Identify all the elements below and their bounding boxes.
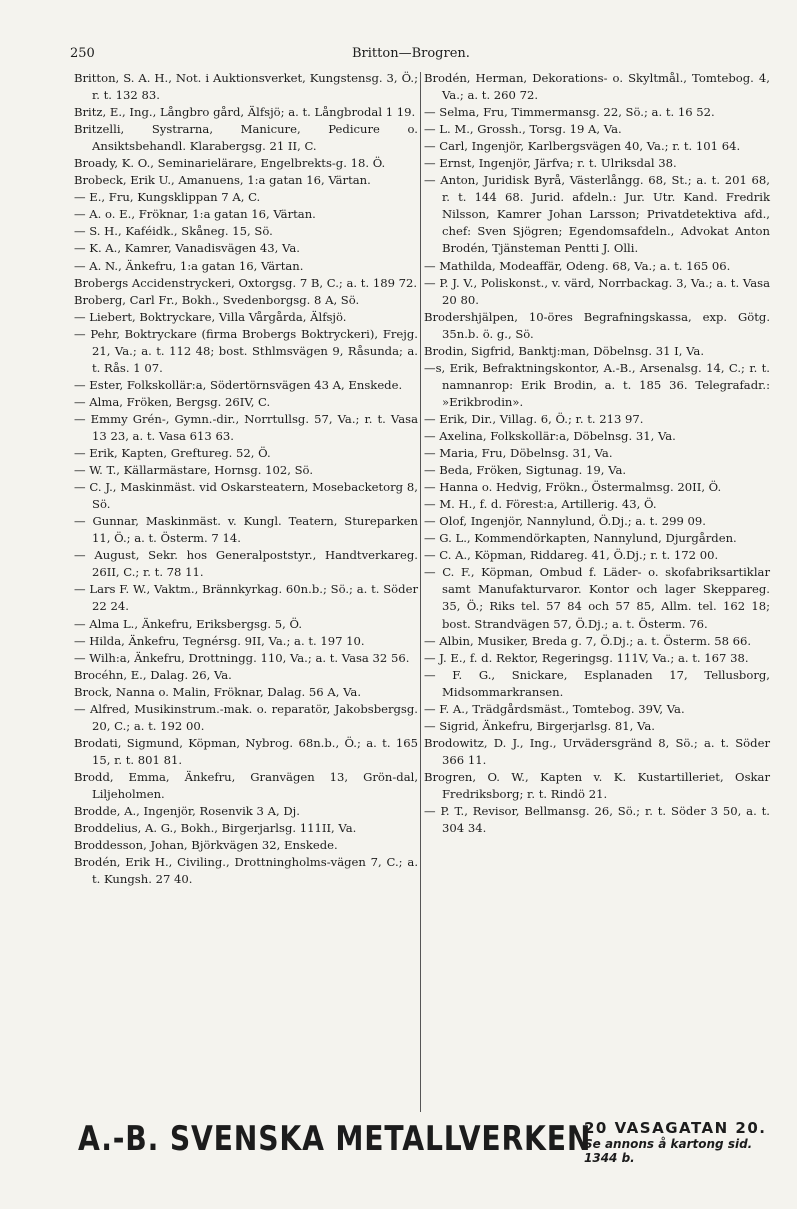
directory-entry: — Pehr, Boktryckare (firma Brobergs Boktryckeri), Frejg. 21, Va.; a. t. 112 48; bost. Sthlmsvägen 9, Råsunda; a. t. Rås. 1 07. xyxy=(74,326,418,375)
directory-entry: — Gunnar, Maskinmäst. v. Kungl. Teatern, Stureparken 11, Ö.; a. t. Österm. 7 14. xyxy=(74,514,418,546)
directory-entry: Britzelli, Systrarna, Manicure, Pedicure o. Ansiktsbehandl. Klarabergsg. 21 II, C. xyxy=(74,122,418,154)
directory-entry: — J. E., f. d. Rektor, Regeringsg. 111V, Va.; a. t. 167 38. xyxy=(424,650,749,665)
directory-entry: Brogren, O. W., Kapten v. K. Kustartilleriet, Oskar Fredriksborg; r. t. Rindö 21. xyxy=(424,769,770,801)
directory-entry: Broddesson, Johan, Björkvägen 32, Enskede. xyxy=(74,838,338,853)
directory-entry: — K. A., Kamrer, Vanadisvägen 43, Va. xyxy=(74,241,300,256)
directory-entry: — F. G., Snickare, Esplanaden 17, Tellusborg, Midsommarkransen. xyxy=(424,667,770,699)
directory-entry: Brodin, Sigfrid, Banktj:man, Döbelnsg. 31 I, Va. xyxy=(424,343,705,358)
directory-entry: — Hilda, Änkefru, Tegnérsg. 9II, Va.; a. t. 197 10. xyxy=(74,633,365,648)
directory-entry: — A. o. E., Fröknar, 1:a gatan 16, Värtan. xyxy=(74,207,316,222)
directory-entry: Broady, K. O., Seminarielärare, Engelbrekts-g. 18. Ö. xyxy=(74,156,386,171)
directory-entry: — M. H., f. d. Förest:a, Artillerig. 43, Ö. xyxy=(424,497,657,512)
directory-entry: Broberg, Carl Fr., Bokh., Svedenborgsg. 8 A, Sö. xyxy=(74,292,360,307)
directory-entry: Britton, S. A. H., Not. i Auktionsverket, Kungstensg. 3, Ö.; r. t. 132 83. xyxy=(74,71,418,103)
column-divider xyxy=(420,72,421,1112)
directory-entry: — Emmy Grén-, Gymn.-dir., Norrtullsg. 57, Va.; r. t. Vasa 13 23, a. t. Vasa 613 63. xyxy=(74,411,418,443)
directory-entry: — Maria, Fru, Döbelnsg. 31, Va. xyxy=(424,446,613,461)
directory-entry: — Sigrid, Änkefru, Birgerjarlsg. 81, Va. xyxy=(424,718,655,733)
directory-entry: — Carl, Ingenjör, Karlbergsvägen 40, Va.; r. t. 101 64. xyxy=(424,139,741,154)
advertisement-company: A.-B. SVENSKA METALLVERKEN xyxy=(78,1119,592,1159)
directory-entry: — S. H., Kaféidk., Skåneg. 15, Sö. xyxy=(74,224,273,239)
directory-entry: — Erik, Kapten, Greftureg. 52, Ö. xyxy=(74,446,271,461)
directory-entry: Brocéhn, E., Dalag. 26, Va. xyxy=(74,667,232,682)
directory-entry: Brodd, Emma, Änkefru, Granvägen 13, Grön-dal, Liljeholmen. xyxy=(74,769,418,801)
directory-entry: Brodde, A., Ingenjör, Rosenvik 3 A, Dj. xyxy=(74,804,300,819)
directory-entry: — August, Sekr. hos Generalpoststyr., Handtverkareg. 26II, C.; r. t. 78 11. xyxy=(74,548,418,580)
directory-entry: — Liebert, Boktryckare, Villa Vårgårda, Älfsjö. xyxy=(74,309,347,324)
page-number: 250 xyxy=(70,46,95,61)
directory-entry: — L. M., Grossh., Torsg. 19 A, Va. xyxy=(424,122,622,137)
directory-entry: — F. A., Trädgårdsmäst., Tomtebog. 39V, Va. xyxy=(424,701,685,716)
advertisement-note: Se annons å kartong sid. 1344 b. xyxy=(584,1137,753,1165)
directory-entry: —s, Erik, Befraktningskontor, A.-B., Arsenalsg. 14, C.; r. t. namnanrop: Erik Brodin, a. t. 185 36. Telegrafadr.: »Erikbrodin». xyxy=(424,360,770,409)
directory-entry: — Albin, Musiker, Breda g. 7, Ö.Dj.; a. t. Österm. 58 66. xyxy=(424,633,752,648)
directory-entry: — Wilh:a, Änkefru, Drottningg. 110, Va.; a. t. Vasa 32 56. xyxy=(74,650,410,665)
left-column xyxy=(74,70,418,888)
directory-entry: — Erik, Dir., Villag. 6, Ö.; r. t. 213 97. xyxy=(424,411,644,426)
right-column xyxy=(424,70,770,837)
directory-entry: — Olof, Ingenjör, Nannylund, Ö.Dj.; a. t. 299 09. xyxy=(424,514,706,529)
directory-entry: — Alma, Fröken, Bergsg. 26IV, C. xyxy=(74,394,271,409)
directory-entry: — Ester, Folkskollär:a, Södertörnsvägen 43 A, Enskede. xyxy=(74,377,403,392)
directory-entry: — Alma L., Änkefru, Eriksbergsg. 5, Ö. xyxy=(74,616,303,631)
directory-entry: — Selma, Fru, Timmermansg. 22, Sö.; a. t. 16 52. xyxy=(424,105,715,120)
directory-entry: — P. J. V., Poliskonst., v. värd, Norrbackag. 3, Va.; a. t. Vasa 20 80. xyxy=(424,275,770,307)
directory-entry: — E., Fru, Kungsklippan 7 A, C. xyxy=(74,190,261,205)
directory-entry: — C. F., Köpman, Ombud f. Läder- o. skofabriksartiklar samt Manufakturvaror. Kontor och lager Skeppareg. 35, Ö.; Riks tel. 57 84 och 57 85, Allm. tel. 162 18; bost. Strandvägen 57, Ö.Dj.; a. t. Österm. 76. xyxy=(424,565,770,631)
advertisement-address: 20 VASAGATAN 20. xyxy=(584,1119,767,1137)
directory-entry: Brodén, Herman, Dekorations- o. Skyltmål., Tomtebog. 4, Va.; a. t. 260 72. xyxy=(424,71,770,103)
running-head: Britton—Brogren. xyxy=(352,46,470,61)
directory-entry: Brodati, Sigmund, Köpman, Nybrog. 68n.b., Ö.; a. t. 165 15, r. t. 801 81. xyxy=(74,735,418,767)
directory-entry: — P. T., Revisor, Bellmansg. 26, Sö.; r. t. Söder 3 50, a. t. 304 34. xyxy=(424,804,770,836)
directory-entry: Brobeck, Erik U., Amanuens, 1:a gatan 16, Värtan. xyxy=(74,173,371,188)
directory-entry: Brodershjälpen, 10-öres Begrafningskassa, exp. Götg. 35n.b. ö. g., Sö. xyxy=(424,309,770,341)
directory-entry: Brodén, Erik H., Civiling., Drottningholms-vägen 7, C.; a. t. Kungsh. 27 40. xyxy=(74,855,418,887)
directory-entry: — Lars F. W., Vaktm., Brännkyrkag. 60n.b.; Sö.; a. t. Söder 22 24. xyxy=(74,582,418,614)
directory-entry: — W. T., Källarmästare, Hornsg. 102, Sö. xyxy=(74,463,314,478)
directory-entry: Brodowitz, D. J., Ing., Urvädersgränd 8, Sö.; a. t. Söder 366 11. xyxy=(424,735,770,767)
directory-entry: — Ernst, Ingenjör, Järfva; r. t. Ulriksdal 38. xyxy=(424,156,677,171)
advertisement-banner xyxy=(78,1117,768,1165)
directory-entry: — A. N., Änkefru, 1:a gatan 16, Värtan. xyxy=(74,258,304,273)
directory-entry: — C. J., Maskinmäst. vid Oskarsteatern, Mosebacketorg 8, Sö. xyxy=(74,480,418,512)
directory-entry: Broddelius, A. G., Bokh., Birgerjarlsg. 111II, Va. xyxy=(74,821,357,836)
directory-entry: — Axelina, Folkskollär:a, Döbelnsg. 31, Va. xyxy=(424,428,676,443)
directory-entry: — Mathilda, Modeaffär, Odeng. 68, Va.; a. t. 165 06. xyxy=(424,258,731,273)
directory-entry: — C. A., Köpman, Riddareg. 41, Ö.Dj.; r. t. 172 00. xyxy=(424,548,719,563)
directory-entry: Britz, E., Ing., Långbro gård, Älfsjö; a. t. Långbrodal 1 19. xyxy=(74,105,416,120)
directory-entry: — Hanna o. Hedvig, Frökn., Östermalmsg. 20II, Ö. xyxy=(424,480,722,495)
directory-entry: Brobergs Accidenstryckeri, Oxtorgsg. 7 B, C.; a. t. 189 72. xyxy=(74,275,418,290)
directory-entry: Brock, Nanna o. Malin, Fröknar, Dalag. 56 A, Va. xyxy=(74,684,362,699)
directory-entry: — Alfred, Musikinstrum.-mak. o. reparatör, Jakobsbergsg. 20, C.; a. t. 192 00. xyxy=(74,701,418,733)
directory-entry: — Anton, Juridisk Byrå, Västerlångg. 68, St.; a. t. 201 68, r. t. 144 68. Jurid. afdeln.: Jur. Utr. Kand. Fredrik Nilsson, Kamrer Johan Larsson; Privatdetektiva afd., chef: Sven Sjögren; Egendomsafdeln., Advokat Anton Brodén, Tjänsteman Pentti J. Olli. xyxy=(424,173,770,256)
directory-entry: — Beda, Fröken, Sigtunag. 19, Va. xyxy=(424,463,627,478)
advertisement-address-block xyxy=(584,1119,768,1165)
directory-entry: — G. L., Kommendörkapten, Nannylund, Djurgården. xyxy=(424,531,737,546)
